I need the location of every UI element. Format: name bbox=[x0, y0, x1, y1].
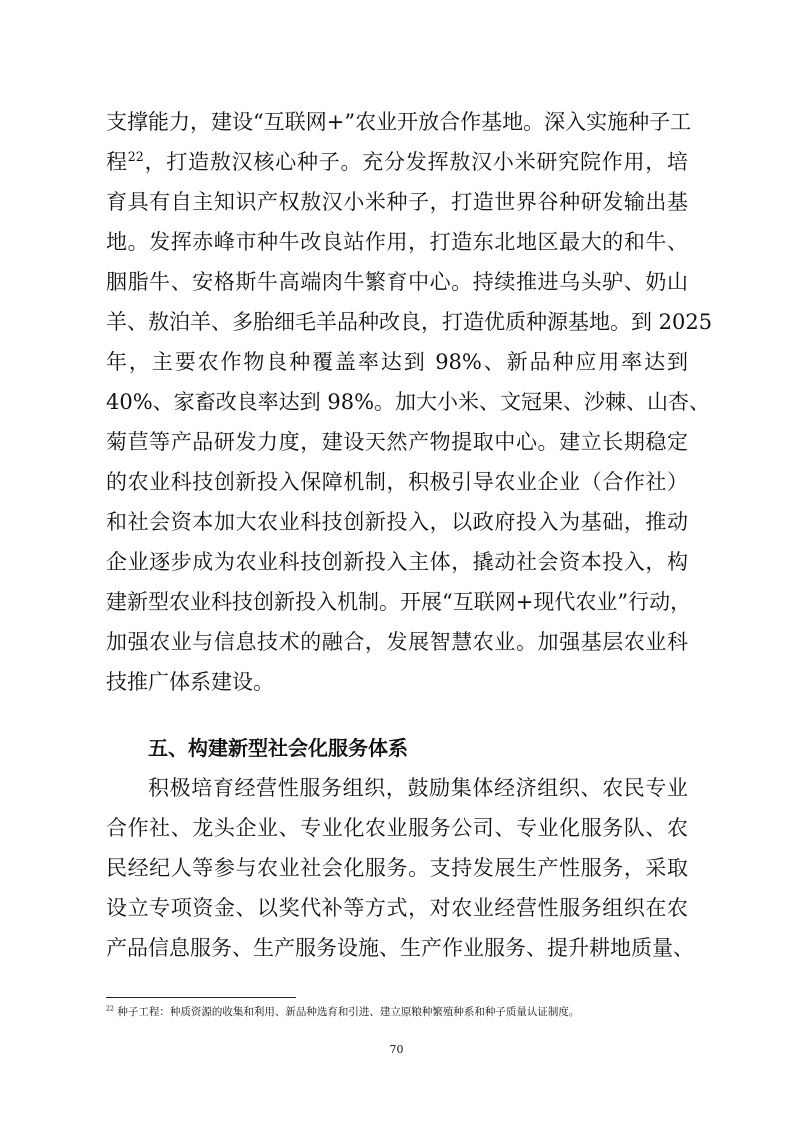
body-line: 40%、家畜改良率达到 98%。加大小米、文冠果、沙棘、山杏、 bbox=[106, 390, 711, 414]
section-heading: 五、构建新型社会化服务体系 bbox=[148, 736, 408, 760]
body-line: 技推广体系建设。 bbox=[106, 670, 274, 694]
body-line: 积极培育经营性服务组织，鼓励集体经济组织、农民专业 bbox=[148, 776, 688, 800]
body-line: 建新型农业科技创新投入机制。开展“互联网+现代农业”行动， bbox=[106, 590, 692, 614]
body-line: 产品信息服务、生产服务设施、生产作业服务、提升耕地质量、 bbox=[106, 936, 694, 960]
body-line: 地。发挥赤峰市种牛改良站作用，打造东北地区最大的和牛、 bbox=[106, 230, 688, 254]
body-text: ，打造敖汉核心种子。充分发挥敖汉小米研究院作用，培 bbox=[143, 150, 689, 174]
footnote bbox=[106, 1005, 579, 1019]
body-line: 加强农业与信息技术的融合，发展智慧农业。加强基层农业科 bbox=[106, 630, 688, 654]
body-line: 和社会资本加大农业科技创新投入，以政府投入为基础，推动 bbox=[106, 510, 688, 534]
page-number: 70 bbox=[389, 1043, 404, 1056]
body-line: 羊、敖泊羊、多胎细毛羊品种改良，打造优质种源基地。到 2025 bbox=[106, 310, 713, 334]
body-line: 合作社、龙头企业、专业化农业服务公司、专业化服务队、农 bbox=[106, 816, 688, 840]
footnote-number: 22 bbox=[106, 1005, 115, 1013]
footnote-text: 种子工程：种质资源的收集和利用、新品种选育和引进、建立原粮种繁殖种系和种子质量认证制度。 bbox=[117, 1006, 580, 1018]
body-line: 育具有自主知识产权敖汉小米种子，打造世界谷种研发输出基 bbox=[106, 190, 688, 214]
body-line: 的农业科技创新投入保障机制，积极引导农业企业（合作社） bbox=[106, 470, 688, 494]
body-line: 企业逐步成为农业科技创新投入主体，撬动社会资本投入，构 bbox=[106, 550, 688, 574]
body-line: 菊苣等产品研发力度，建设天然产物提取中心。建立长期稳定 bbox=[106, 430, 688, 454]
footnote-reference: 22 bbox=[127, 149, 144, 164]
body-line: 设立专项资金、以奖代补等方式，对农业经营性服务组织在农 bbox=[106, 896, 688, 920]
body-text: 程 bbox=[106, 150, 128, 174]
footnote-divider bbox=[106, 997, 296, 998]
body-line: 民经纪人等参与农业社会化服务。支持发展生产性服务，采取 bbox=[106, 856, 688, 880]
body-line bbox=[106, 142, 688, 182]
body-line: 年，主要农作物良种覆盖率达到 98%、新品种应用率达到 bbox=[106, 350, 688, 374]
body-line: 支撑能力，建设“互联网+”农业开放合作基地。深入实施种子工 bbox=[106, 110, 692, 134]
body-line: 胭脂牛、安格斯牛高端肉牛繁育中心。持续推进乌头驴、奶山 bbox=[106, 270, 688, 294]
